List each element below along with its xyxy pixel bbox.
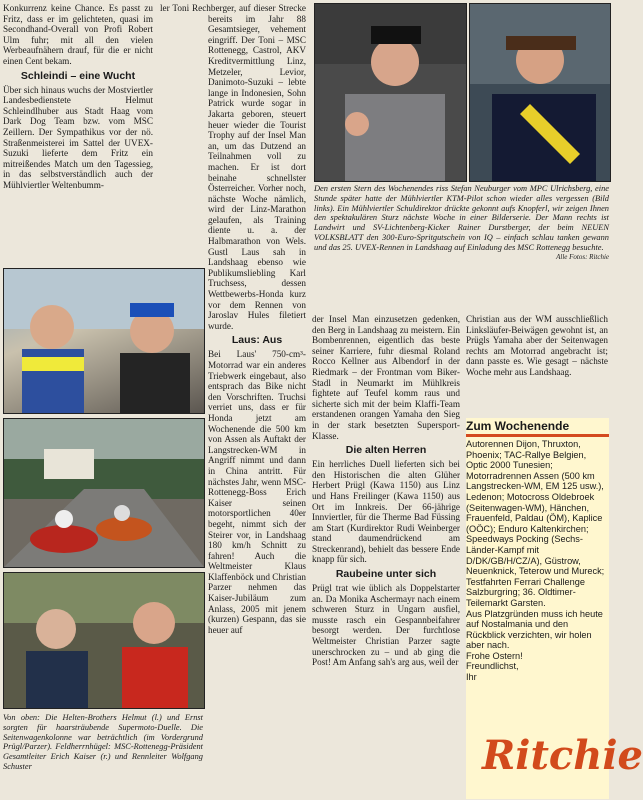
photo-sidecar-column [3, 418, 205, 568]
article-column-4 [466, 314, 608, 414]
article-column-3 [312, 314, 460, 799]
paragraph: Bei Laus' 750-cm³-Motorrad war ein anderes Triebwerk eingebaut, also entsprach das Bike nicht den Vorschriften. Truchsi verriet uns, dass er für Honda jetzt am Wochenende die 500 km von Assen als Auftakt der Langstrecken-WM in Angriff nimmt und dann in China antritt. Für nächstes Jahr, wenn MSC-Rottenegg-Boss Erich Kaiser seinen motorsportlichen 40er begeht, nimmt sich der Steirer vor, in Landshaag 180 km/h Schnitt zu fahren! Auch die Weltmeister Klaus Klaffenböck und Christian Parzer nehmen das Kaiser-Jubiläum zum Anlass, 2005 mit jenem (kurzen) Gespann, das sie heuer auf [208, 349, 306, 635]
photo-stefan-neuburger [314, 3, 467, 182]
paragraph: der Insel Man einzusetzen gedenken, den Berg in Landshaag zu meistern. Ein Bombenrennen, eigentlich das beste seiner Karriere, fuhr diesmal Roland Rocco Kellner aus Albendorf in der Riedmark – der Frontman vom Biker-Stadl in Neumarkt im Mühlkreis fightete auf Teufel komm raus und sicherte sich mit der beim Klaffi-Team erstandenen orangen Yamaha den Sieg in der stark besetzten Supersport-Klasse. [312, 314, 460, 441]
sidebox-ihr: Ihr [466, 672, 477, 683]
paragraph: Christian aus der WM ausschließlich Linksläufer-Beiwägen gewohnt ist, an Prügls Yamaha aber der Seitenwagen rechts am Motorrad angebracht ist; dann passte es. Wie gesagt – nächste Woche mehr aus Landshaag. [466, 314, 608, 377]
paragraph: ler Toni Rechberger, auf dieser Strecke bereits im Jahr 88 Gesamtsieger, vehement eingriff. Der Toni – MSC Rottenegg, Castrol, AKV Kreditvermittlung Linz, Metzeler, Levior, Danimoto-Suzuki – lebte lange in Indonesien, Sohn Patrick wurde sogar in Jakarta geboren, steuert heuer wieder die Tourist Trophy auf der Insel Man an, um das Dutzend an Teilnahmen voll zu machen. Er ist dort beinahe schnellster Österreicher. Vorher noch, nächste Woche nämlich, wird der Linz-Marathon gelaufen, als Training diente u. a. der Halbmarathon von Wels. Gustl Laus sah in Landshaag ebenso wie Publikumsliebling Karl Truchsess, dessen Wettbewerbs-Honda kurz vor dem Rennen von Jaroslav Hules filetiert wurde. [160, 3, 306, 331]
paragraph: Konkurrenz keine Chance. Es passt zu Fritz, dass er im gelichteten, quasi im Secondhand-Overall von Profi Robert Ulm fuhr; mit all den vielen Werbeaufnähern drauf, für die er nicht einen Cent bekam. [3, 3, 153, 66]
sidebox-events: Autorennen Dijon, Thruxton, Phoenix; TAC-Rallye Belgien, Optic 2000 Tunesien; Motorradrennen Assen (500 km Langstrecken-WM, EM 125 usw.), Ledenon; Motocross Oldebroek (Seitenwagen-WM), Hänchen, Frauenfeld, Paldau (ÖM), Kaplice (OÖC); Enduro Kaltenkirchen; Speedways Pocking (Sechs-Länder-Kampf mit D/DK/GB/H/CZ/A), Güstrow, Neuenknick, Teterow und Mureck; Testfahrten Ferrari Challenge Salzburgring; 36. Oldtimer-Teilemarkt Garsten. [466, 439, 605, 608]
paragraph: Über sich hinaus wuchs der Mostviertler Landesbedienstete Helmut Schleindlhuber aus Stadt Haag vom Dark Dog Team bzw. vom MSC Zeillern. Der Sympathikus vor der nö. Straßenmeisterei im Sattel der UVEX-Suzuki lieferte dem Fritz ein mitreißendes Match um den Tagessieg, in das selbstverständlich auch der Mühlviertler Weltenbumm- [3, 84, 153, 190]
signature-ritchie: Ritchie [482, 732, 643, 779]
sidebox-title: Zum Wochenende [466, 418, 609, 437]
article-column-1 [3, 3, 153, 266]
photo-smiling-man [470, 4, 610, 181]
subheading: Schleindi – eine Wucht [20, 69, 136, 82]
sidebox-greeting: Frohe Ostern! [466, 650, 523, 661]
photo-thumbs-up-rider [315, 4, 466, 181]
caption-text: Den ersten Stern des Wochenendes riss Stefan Neuburger vom MPC Ulrichsberg, eine Stunde später hatte der Mühlviertler KTM-Pilot schon wieder alles vergessen (Bild links). Ein Mühlviertler Schuldirektor drückte gekonnt aufs Knopferl, wir zeigen Ihnen den spektakulären Sturz nächste Woche in einer Bilderserie. Der Mann rechts ist Landwirt und SV-Lichtenberg-Kicker Rainer Durstberger, der beim NEUEN VOLKSBLATT den 300-Euro-Spritgutschein von IQ – einfach schlau tanken gewann und das 25. UVEX-Rennen in Landshaag auf Einladung des MSC Rottenegg besuchte. [314, 184, 609, 252]
photo-rainer-durstberger [469, 3, 611, 182]
photo-riders-portrait [4, 269, 204, 413]
photo-caption-left: Von oben: Die Helten-Brothers Helmut (l.) und Ernst sorgten für haarsträubende Supermoto-Duelle. Die Seitenwagenkolonne war beträchtlich (im Vordergrund Prügl/Parzer). Feldherrnhügel: MSC-Rottenegg-Präsident Gesamtleiter Erich Kaiser (r.) und Rennleiter Wolfgang Schuster [3, 713, 203, 771]
photo-race-officials [3, 572, 205, 709]
paragraph: Ein herrliches Duell lieferten sich bei den Historischen die alten Glüher Herbert Prügl (Kawa 1150) aus Linz und Hans Freilinger (Kawa 1150) aus Ort im Innkreis. Der 66-jährige Innviertler, für die Therme Bad Füssing am Start (Kurdirektor Rudi Weinberger stand daumendrückend am Streckenrand), behielt das bessere Ende knapp für sich. [312, 459, 460, 565]
photo-helten-brothers [3, 268, 205, 414]
photo-officials-portrait [4, 573, 204, 708]
subheading: Die alten Herren [345, 444, 427, 457]
paragraph: Prügl trat wie üblich als Doppelstarter an. Da Monika Aschermayr nach einem schweren Sturz in Ungarn ausfiel, musste rasch ein Gespannbeifahrer besorgt werden. Der furchtlose Weltmeister Christian Parzer sagte unerschrocken zu – und ab ging die Post! Am Anfang sah's arg aus, weil der [312, 583, 460, 668]
subheading: Raubeine unter sich [335, 568, 437, 581]
photo-sidecar-race [4, 419, 204, 567]
subheading: Laus: Aus [231, 334, 283, 347]
sidebox-closing: Freundlichst, [466, 661, 519, 672]
photo-caption-top [314, 184, 609, 310]
photo-credit: Alle Fotos: Ritchie [556, 252, 609, 261]
sidebox-note: Aus Platzgründen muss ich heute auf Nostalmania und den Rückblick verzichten, wir holen aber nach. [466, 608, 603, 651]
